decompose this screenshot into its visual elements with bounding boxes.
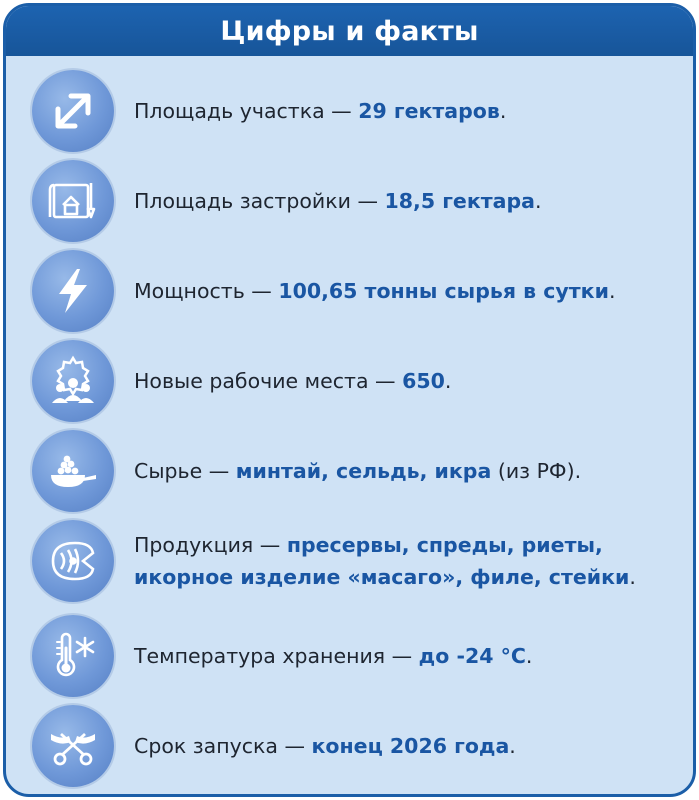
fact-value: минтай, сельдь, икра bbox=[235, 459, 492, 483]
fact-plot-area bbox=[6, 66, 693, 156]
fact-value: пресервы, спреды, риеты, икорное изделие «масаго», филе, стейки bbox=[134, 533, 630, 589]
fact-building-area bbox=[6, 156, 693, 246]
facts-card bbox=[3, 3, 696, 797]
page-title: Цифры и факты bbox=[220, 15, 479, 47]
fact-text: Температура хранения — до -24 °С. bbox=[134, 644, 533, 668]
fact-value: 100,65 тонны сырья в сутки bbox=[278, 279, 609, 303]
fact-text: Срок запуска — конец 2026 года. bbox=[134, 734, 516, 758]
fact-value: 650 bbox=[402, 369, 445, 393]
fact-capacity bbox=[6, 246, 693, 336]
diagonal-arrows-icon bbox=[32, 70, 114, 152]
fact-text: Новые рабочие места — 650. bbox=[134, 369, 452, 393]
fact-jobs bbox=[6, 336, 693, 426]
fish-steak-icon bbox=[32, 520, 114, 602]
fact-value: 18,5 гектара bbox=[384, 189, 535, 213]
fact-raw-material bbox=[6, 426, 693, 516]
fact-text: Сырье — минтай, сельдь, икра (из РФ). bbox=[134, 459, 582, 483]
ribbon-scissors-icon bbox=[32, 705, 114, 787]
fact-text: Мощность — 100,65 тонны сырья в сутки. bbox=[134, 279, 616, 303]
lightning-icon bbox=[32, 250, 114, 332]
fact-text: Площадь участка — 29 гектаров. bbox=[134, 99, 507, 123]
fact-storage-temperature bbox=[6, 611, 693, 701]
fact-launch-date bbox=[6, 701, 693, 791]
caviar-spoon-icon bbox=[32, 430, 114, 512]
header-bar bbox=[6, 6, 693, 56]
workers-gear-icon bbox=[32, 340, 114, 422]
fact-products bbox=[6, 516, 693, 606]
fact-text: Площадь застройки — 18,5 гектара. bbox=[134, 189, 542, 213]
thermometer-snowflake-icon bbox=[32, 615, 114, 697]
fact-value: конец 2026 года bbox=[311, 734, 510, 758]
fact-value: до -24 °С bbox=[418, 644, 526, 668]
fact-text: Продукция — пресервы, спреды, риеты, икорное изделие «масаго», филе, стейки. bbox=[134, 533, 636, 589]
blueprint-icon bbox=[32, 160, 114, 242]
facts-list bbox=[6, 56, 693, 794]
fact-value: 29 гектаров bbox=[358, 99, 500, 123]
